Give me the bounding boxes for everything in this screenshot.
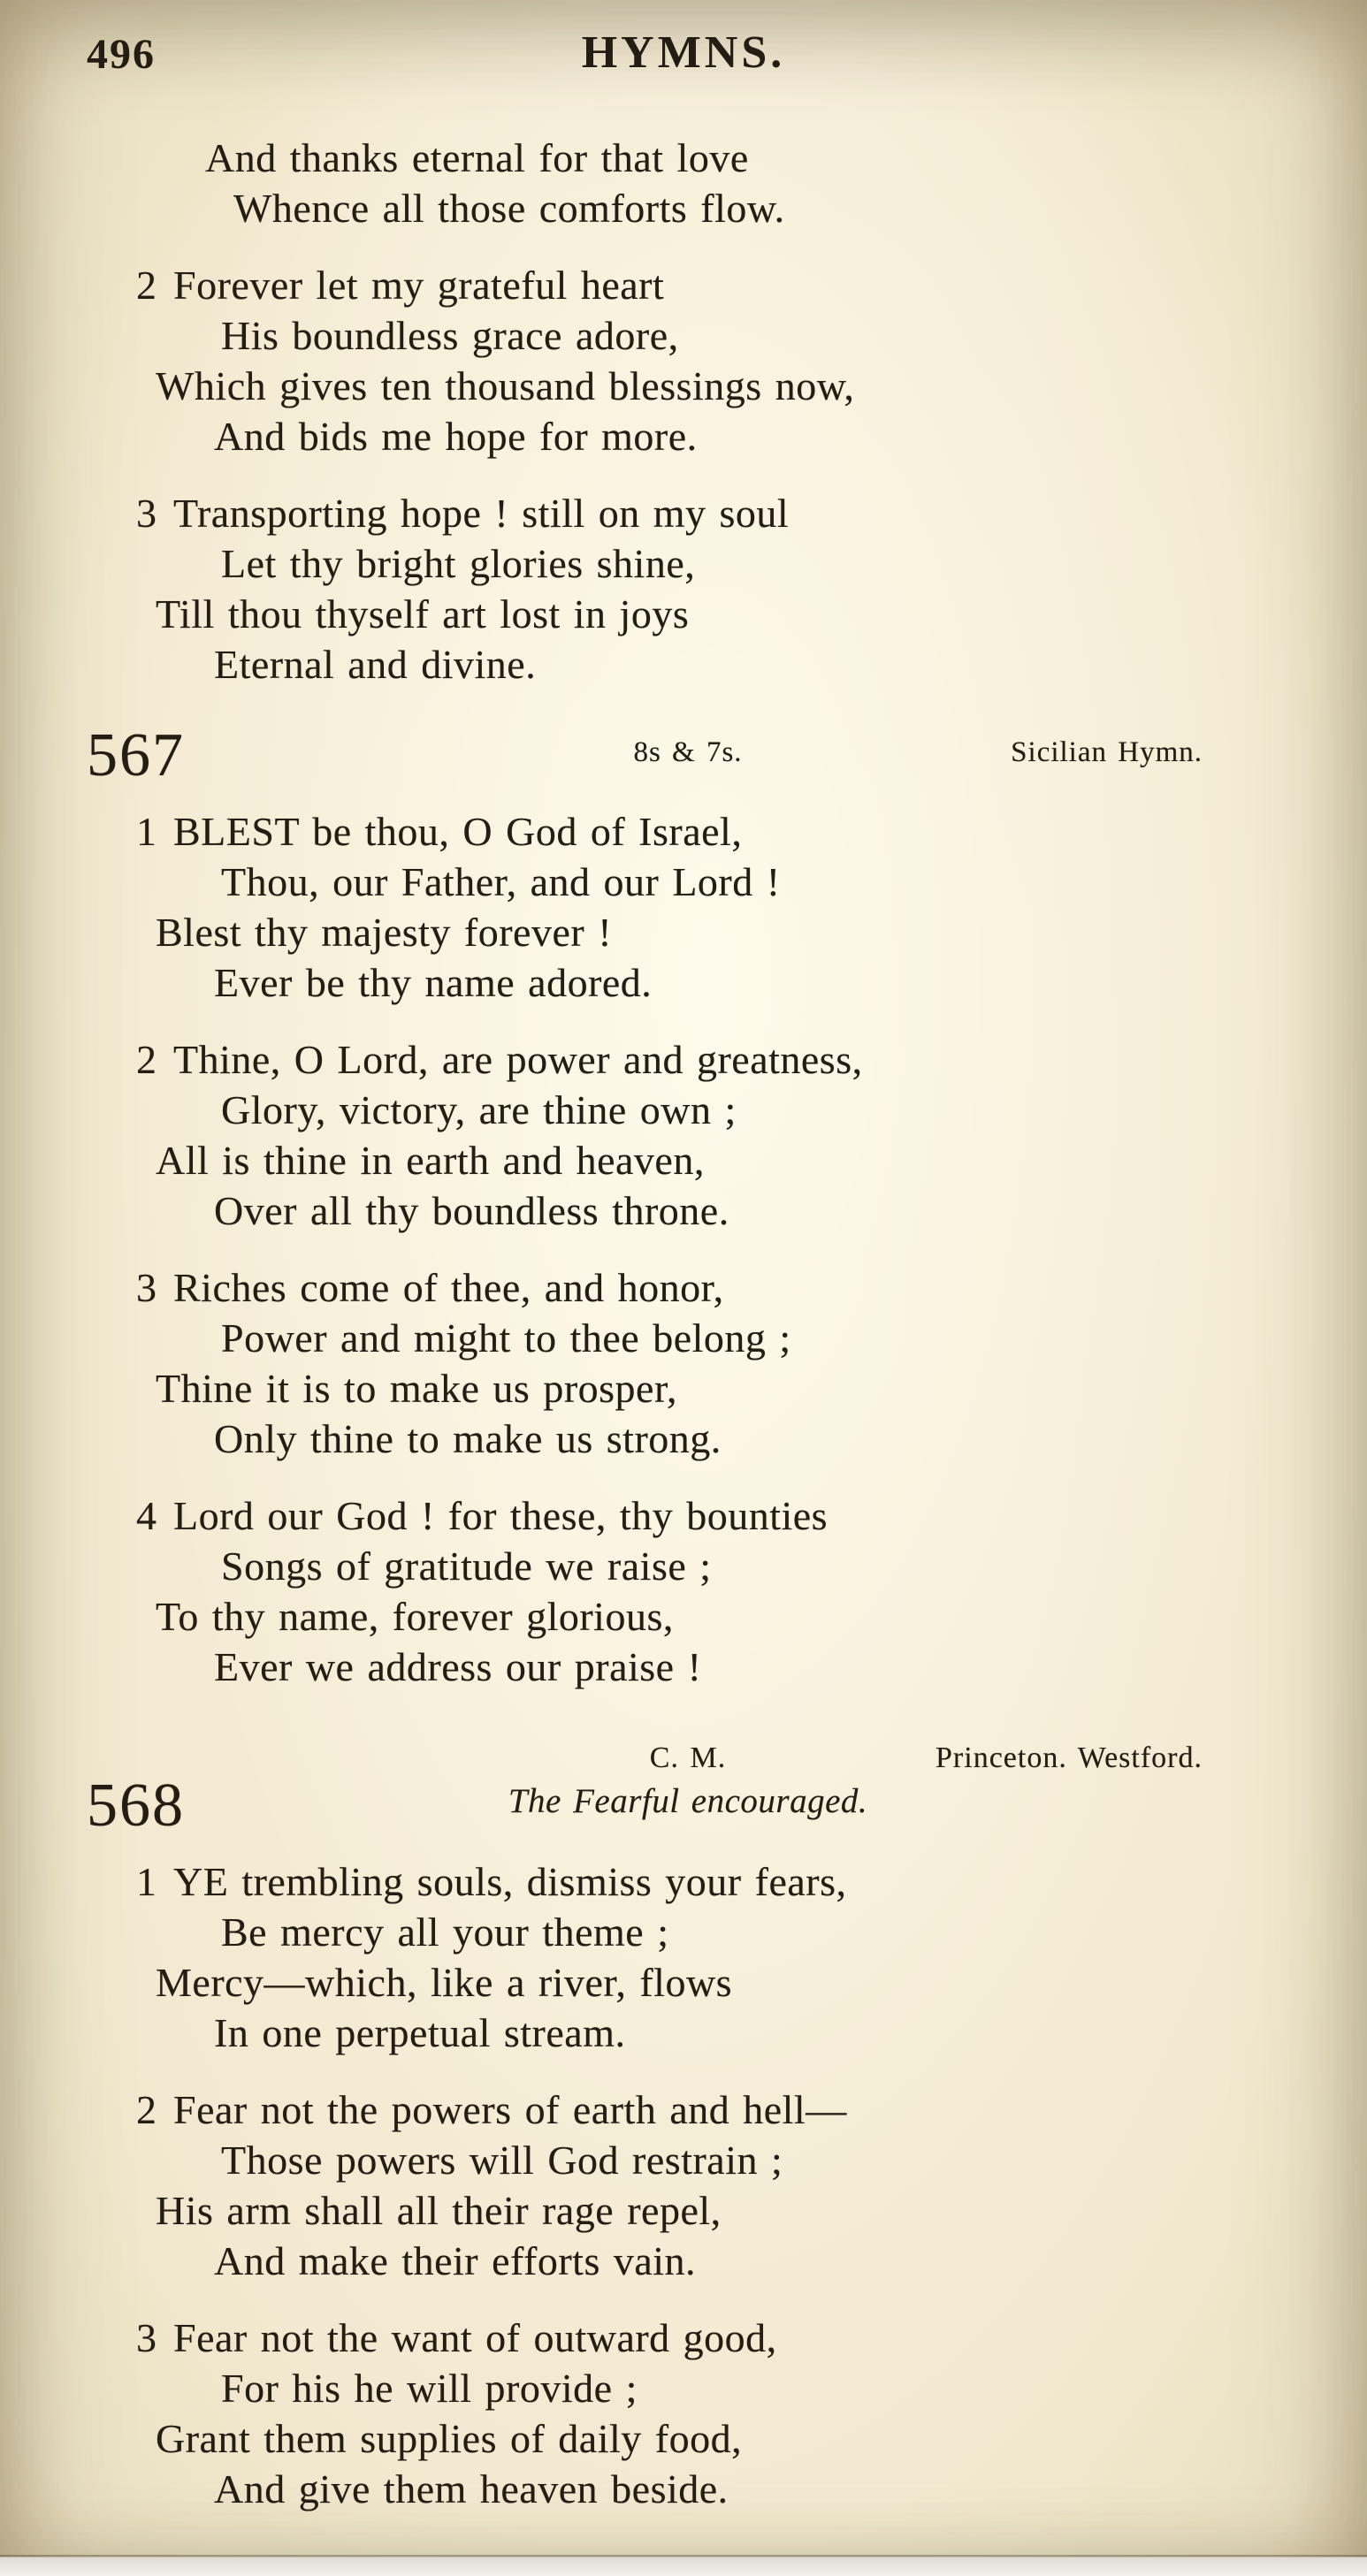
verse-line: YE trembling souls, dismiss your fears, [173, 1859, 847, 1904]
verse-number: 3 [136, 2315, 157, 2360]
verse [136, 2084, 1203, 2286]
verse-line: Which gives ten thousand blessings now, [156, 363, 855, 408]
verse-line: Fear not the want of outward good, [173, 2315, 777, 2360]
verse [136, 1856, 1203, 2058]
verse-number: 2 [136, 1037, 157, 1082]
verse-line: Till thou thyself art lost in joys [156, 591, 690, 636]
hymn-meter: C. M. [649, 1741, 727, 1774]
verse-number: 2 [136, 263, 157, 308]
verse-number: 4 [136, 1493, 157, 1538]
verse [136, 806, 1203, 1008]
verse-line: Let thy bright glories shine, [221, 541, 696, 586]
running-head-title: HYMNS. [581, 27, 786, 78]
verse-number: 3 [136, 491, 157, 536]
verse-line: Songs of gratitude we raise ; [221, 1543, 712, 1589]
verse-line: Ever we address our praise ! [214, 1644, 702, 1689]
verse-line: Power and might to thee belong ; [221, 1315, 791, 1360]
hymn-number: 567 [87, 721, 185, 789]
verse-line: His boundless grace adore, [221, 313, 679, 358]
verse-line: Transporting hope ! still on my soul [173, 491, 790, 536]
verse-line: Riches come of thee, and honor, [173, 1265, 724, 1310]
verse-line: Thou, our Father, and our Lord ! [221, 859, 781, 904]
verse [136, 1034, 1203, 1236]
verse-line: Mercy—which, like a river, flows [156, 1960, 733, 2005]
verse-line: To thy name, forever glorious, [156, 1594, 674, 1639]
verse-line: Only thine to make us strong. [214, 1416, 722, 1461]
verse [136, 1262, 1203, 1464]
hymn-meta-row [173, 1729, 1203, 1773]
page-header [0, 0, 1367, 133]
verse [136, 1490, 1203, 1692]
verse-line: BLEST be thou, O God of Israel, [173, 809, 743, 854]
hymn-title-row [173, 1773, 1203, 1828]
verse-line: And bids me hope for more. [214, 414, 698, 459]
verse [136, 260, 1203, 461]
hymn-number: 568 [87, 1772, 185, 1840]
verse-line: Grant them supplies of daily food, [156, 2416, 743, 2461]
verse-line: His arm shall all their rage repel, [156, 2188, 722, 2233]
verse-line: Eternal and divine. [214, 642, 537, 687]
verse [136, 488, 1203, 690]
verse-line: Glory, victory, are thine own ; [221, 1087, 737, 1132]
verse-line: And make their efforts vain. [214, 2238, 697, 2283]
verse [173, 133, 1203, 233]
verse-line: For his he will provide ; [221, 2366, 638, 2411]
hymn-568-header [87, 1729, 1203, 1840]
verse-line: Ever be thy name adored. [214, 960, 653, 1005]
verse-number: 1 [136, 1859, 157, 1904]
scan-edge [0, 2555, 1367, 2576]
verse-line: And thanks eternal for that love [205, 135, 749, 180]
hymn-title: The Fearful encouraged. [508, 1782, 868, 1820]
verse-line: Over all thy boundless throne. [214, 1188, 729, 1233]
verse-number: 1 [136, 809, 157, 854]
hymn-content [0, 133, 1367, 2514]
verse-line: All is thine in earth and heaven, [156, 1138, 705, 1183]
verse-line: In one perpetual stream. [214, 2010, 626, 2055]
hymn-tune-names: Sicilian Hymn. [1011, 736, 1203, 768]
verse-line: Blest thy majesty forever ! [156, 910, 613, 955]
verse-line: Whence all those comforts flow. [233, 186, 785, 231]
hymn-567-header [87, 720, 1203, 789]
verse-line: Forever let my grateful heart [173, 263, 665, 308]
verse-line: Be mercy all your theme ; [221, 1909, 669, 1955]
verse-number: 3 [136, 1265, 157, 1310]
page-number: 496 [87, 31, 156, 78]
verse-line: Fear not the powers of earth and hell— [173, 2087, 847, 2132]
verse-line: Those powers will God restrain ; [221, 2138, 783, 2183]
verse-line: And give them heaven beside. [214, 2466, 729, 2511]
verse-line: Thine, O Lord, are power and greatness, [173, 1037, 863, 1082]
verse-line: Thine it is to make us prosper, [156, 1366, 677, 1411]
verse-number: 2 [136, 2087, 157, 2132]
hymn-tune-names: Princeton. Westford. [936, 1741, 1203, 1774]
verse-line: Lord our God ! for these, thy bounties [173, 1493, 829, 1538]
verse [136, 2313, 1203, 2514]
hymn-meter: 8s & 7s. [633, 736, 743, 768]
